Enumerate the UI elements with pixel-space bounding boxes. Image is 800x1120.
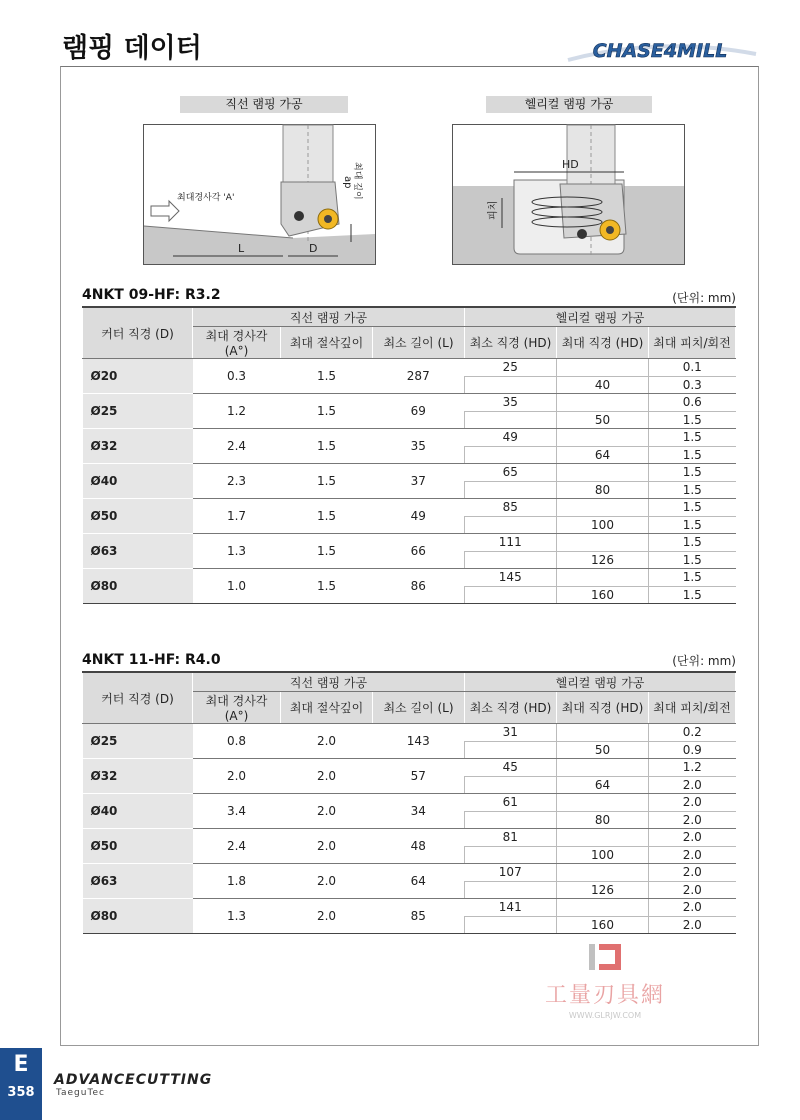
brand-logo [560, 30, 760, 70]
footer-sub-brand: TaeguTec [56, 1088, 105, 1098]
straight-ramp-diagram [143, 124, 376, 265]
max-hd-blank-cell [557, 394, 649, 412]
max-hd-blank-cell [557, 464, 649, 482]
min-length-cell: 49 [373, 499, 465, 534]
max-pitch-cell: 1.5 [649, 499, 736, 517]
th-cutter-dia: 커터 직경 (D) [83, 307, 193, 359]
min-length-cell: 57 [373, 759, 465, 794]
max-angle-cell: 2.3 [193, 464, 281, 499]
max-hd-cell: 80 [557, 481, 649, 499]
min-hd-blank-cell [465, 741, 557, 759]
min-length-cell: 34 [373, 794, 465, 829]
max-hd-blank-cell [557, 359, 649, 377]
max-hd-cell: 100 [557, 516, 649, 534]
min-hd-blank-cell [465, 411, 557, 429]
th-max-pitch: 최대 피치/회전 [649, 692, 736, 724]
pitch-text: 피치 [488, 200, 499, 220]
max-hd-blank-cell [557, 429, 649, 447]
table-row [83, 394, 736, 412]
max-pitch-cell: 2.0 [649, 899, 736, 917]
max-angle-cell: 1.3 [193, 899, 281, 934]
section2-unit: (단위: mm) [672, 654, 736, 668]
min-hd-cell: 81 [465, 829, 557, 847]
min-length-cell: 48 [373, 829, 465, 864]
cutter-dia-cell: Ø40 [83, 464, 193, 499]
max-depth-cell: 2.0 [281, 829, 373, 864]
max-pitch-cell: 2.0 [649, 811, 736, 829]
min-hd-cell: 85 [465, 499, 557, 517]
min-hd-blank-cell [465, 846, 557, 864]
max-hd-blank-cell [557, 569, 649, 587]
section1-title: 4NKT 09-HF: R3.2 [82, 287, 221, 303]
max-angle-cell: 0.8 [193, 724, 281, 759]
max-hd-cell: 40 [557, 376, 649, 394]
max-hd-cell: 126 [557, 881, 649, 899]
section-tab [0, 1048, 42, 1120]
section1-unit: (단위: mm) [672, 291, 736, 305]
min-hd-blank-cell [465, 586, 557, 604]
min-hd-blank-cell [465, 516, 557, 534]
max-depth-cell: 2.0 [281, 794, 373, 829]
cutter-dia-cell: Ø40 [83, 794, 193, 829]
min-length-cell: 143 [373, 724, 465, 759]
max-pitch-cell: 1.5 [649, 481, 736, 499]
min-hd-cell: 141 [465, 899, 557, 917]
table-row [83, 724, 736, 742]
max-depth-cell: 1.5 [281, 464, 373, 499]
max-pitch-cell: 0.2 [649, 724, 736, 742]
section-letter: E [13, 1052, 29, 1077]
min-length-cell: 85 [373, 899, 465, 934]
max-pitch-cell: 1.5 [649, 446, 736, 464]
th-min-hd: 최소 직경 (HD) [465, 327, 557, 359]
th-max-hd: 최대 직경 (HD) [557, 692, 649, 724]
max-hd-cell: 64 [557, 446, 649, 464]
helical-ramp-diagram [452, 124, 685, 265]
max-angle-cell: 1.7 [193, 499, 281, 534]
d-text: D [309, 242, 318, 255]
max-pitch-cell: 1.5 [649, 411, 736, 429]
max-angle-cell: 3.4 [193, 794, 281, 829]
min-hd-cell: 35 [465, 394, 557, 412]
table-row [83, 464, 736, 482]
min-hd-blank-cell [465, 881, 557, 899]
th-max-depth: 최대 절삭깊이 [281, 327, 373, 359]
max-pitch-cell: 0.6 [649, 394, 736, 412]
min-hd-cell: 107 [465, 864, 557, 882]
max-hd-cell: 160 [557, 916, 649, 934]
max-angle-cell: 1.8 [193, 864, 281, 899]
max-angle-cell: 1.3 [193, 534, 281, 569]
page-title: 램핑 데이터 [62, 33, 202, 64]
ap-text: ap [342, 176, 353, 189]
min-hd-cell: 25 [465, 359, 557, 377]
th-max-angle: 최대 경사각 (A°) [193, 692, 281, 724]
min-hd-blank-cell [465, 376, 557, 394]
watermark-logo-icon [585, 940, 625, 974]
max-pitch-cell: 1.2 [649, 759, 736, 777]
th-cutter-dia: 커터 직경 (D) [83, 672, 193, 724]
th-max-hd: 최대 직경 (HD) [557, 327, 649, 359]
th-min-length: 최소 길이 (L) [373, 327, 465, 359]
max-pitch-cell: 0.3 [649, 376, 736, 394]
cutter-dia-cell: Ø25 [83, 724, 193, 759]
min-length-cell: 37 [373, 464, 465, 499]
table-row [83, 569, 736, 587]
min-hd-blank-cell [465, 446, 557, 464]
max-hd-cell: 160 [557, 586, 649, 604]
min-hd-cell: 45 [465, 759, 557, 777]
min-hd-cell: 111 [465, 534, 557, 552]
th-helical-group: 헬리컬 램핑 가공 [465, 672, 736, 692]
table-row [83, 899, 736, 917]
table-row [83, 499, 736, 517]
th-max-pitch: 최대 피치/회전 [649, 327, 736, 359]
max-hd-cell: 50 [557, 411, 649, 429]
max-pitch-cell: 1.5 [649, 516, 736, 534]
max-pitch-cell: 2.0 [649, 794, 736, 812]
hd-text: HD [562, 158, 579, 171]
max-pitch-cell: 2.0 [649, 881, 736, 899]
max-hd-cell: 126 [557, 551, 649, 569]
cutter-dia-cell: Ø50 [83, 829, 193, 864]
cutter-dia-cell: Ø50 [83, 499, 193, 534]
min-hd-cell: 31 [465, 724, 557, 742]
max-hd-blank-cell [557, 534, 649, 552]
max-pitch-cell: 1.5 [649, 464, 736, 482]
min-length-cell: 66 [373, 534, 465, 569]
max-angle-cell: 0.3 [193, 359, 281, 394]
min-hd-blank-cell [465, 776, 557, 794]
max-hd-blank-cell [557, 864, 649, 882]
table-row [83, 864, 736, 882]
watermark [535, 940, 675, 1020]
depth-text: 최대 깊이 [352, 162, 362, 200]
footer-brand-text: ADVANCECUTTING [54, 1072, 213, 1088]
table-row [83, 534, 736, 552]
max-pitch-cell: 2.0 [649, 846, 736, 864]
min-hd-blank-cell [465, 916, 557, 934]
straight-ramp-label: 직선 램핑 가공 [180, 96, 348, 113]
max-hd-cell: 100 [557, 846, 649, 864]
th-min-length: 최소 길이 (L) [373, 692, 465, 724]
max-angle-cell: 1.2 [193, 394, 281, 429]
max-pitch-cell: 1.5 [649, 429, 736, 447]
th-straight-group: 직선 램핑 가공 [193, 672, 465, 692]
max-angle-cell: 2.4 [193, 829, 281, 864]
max-pitch-cell: 1.5 [649, 534, 736, 552]
cutter-dia-cell: Ø25 [83, 394, 193, 429]
max-pitch-cell: 0.9 [649, 741, 736, 759]
section2-body [83, 724, 736, 934]
min-hd-blank-cell [465, 811, 557, 829]
min-hd-cell: 61 [465, 794, 557, 812]
max-pitch-cell: 2.0 [649, 864, 736, 882]
max-pitch-cell: 1.5 [649, 551, 736, 569]
section1-table [82, 306, 736, 604]
max-angle-cell: 2.0 [193, 759, 281, 794]
th-max-depth: 최대 절삭깊이 [281, 692, 373, 724]
cutter-dia-cell: Ø80 [83, 569, 193, 604]
max-pitch-cell: 2.0 [649, 829, 736, 847]
min-hd-blank-cell [465, 551, 557, 569]
max-depth-cell: 1.5 [281, 394, 373, 429]
max-hd-blank-cell [557, 794, 649, 812]
max-hd-blank-cell [557, 899, 649, 917]
max-hd-blank-cell [557, 829, 649, 847]
min-length-cell: 86 [373, 569, 465, 604]
min-length-cell: 287 [373, 359, 465, 394]
cutter-dia-cell: Ø63 [83, 534, 193, 569]
table-row [83, 794, 736, 812]
page-number: 358 [7, 1085, 35, 1100]
min-length-cell: 35 [373, 429, 465, 464]
helical-ramp-label: 헬리컬 램핑 가공 [486, 96, 652, 113]
table-row [83, 359, 736, 377]
watermark-url: WWW.GLRJW.COM [568, 1011, 642, 1020]
min-hd-cell: 145 [465, 569, 557, 587]
section2-table [82, 671, 736, 934]
max-depth-cell: 1.5 [281, 534, 373, 569]
max-pitch-cell: 1.5 [649, 586, 736, 604]
min-length-cell: 64 [373, 864, 465, 899]
section1-body [83, 359, 736, 604]
min-hd-cell: 49 [465, 429, 557, 447]
max-angle-cell: 2.4 [193, 429, 281, 464]
cutter-dia-cell: Ø80 [83, 899, 193, 934]
th-helical-group: 헬리컬 램핑 가공 [465, 307, 736, 327]
th-straight-group: 직선 램핑 가공 [193, 307, 465, 327]
min-length-cell: 69 [373, 394, 465, 429]
max-pitch-cell: 2.0 [649, 916, 736, 934]
max-depth-cell: 2.0 [281, 724, 373, 759]
table-row [83, 429, 736, 447]
max-depth-cell: 1.5 [281, 499, 373, 534]
max-pitch-cell: 2.0 [649, 776, 736, 794]
min-hd-blank-cell [465, 481, 557, 499]
table-row [83, 829, 736, 847]
max-hd-blank-cell [557, 759, 649, 777]
max-pitch-cell: 1.5 [649, 569, 736, 587]
l-text: L [238, 242, 245, 255]
max-hd-cell: 64 [557, 776, 649, 794]
max-depth-cell: 1.5 [281, 569, 373, 604]
max-hd-cell: 50 [557, 741, 649, 759]
footer-brand-logo [54, 1072, 212, 1098]
max-depth-cell: 2.0 [281, 864, 373, 899]
brand-logo-text: CHASE4MILL [592, 40, 728, 62]
max-depth-cell: 2.0 [281, 759, 373, 794]
max-depth-cell: 1.5 [281, 359, 373, 394]
max-angle-cell: 1.0 [193, 569, 281, 604]
section2-title: 4NKT 11-HF: R4.0 [82, 652, 221, 668]
max-hd-cell: 80 [557, 811, 649, 829]
max-angle-text: 최대경사각 'A' [177, 193, 235, 203]
max-hd-blank-cell [557, 724, 649, 742]
th-min-hd: 최소 직경 (HD) [465, 692, 557, 724]
cutter-dia-cell: Ø63 [83, 864, 193, 899]
cutter-dia-cell: Ø32 [83, 759, 193, 794]
watermark-text: 工量刃具網 [544, 983, 665, 1008]
max-depth-cell: 2.0 [281, 899, 373, 934]
cutter-dia-cell: Ø20 [83, 359, 193, 394]
min-hd-cell: 65 [465, 464, 557, 482]
th-max-angle: 최대 경사각 (A°) [193, 327, 281, 359]
max-pitch-cell: 0.1 [649, 359, 736, 377]
table-row [83, 759, 736, 777]
max-depth-cell: 1.5 [281, 429, 373, 464]
max-hd-blank-cell [557, 499, 649, 517]
cutter-dia-cell: Ø32 [83, 429, 193, 464]
